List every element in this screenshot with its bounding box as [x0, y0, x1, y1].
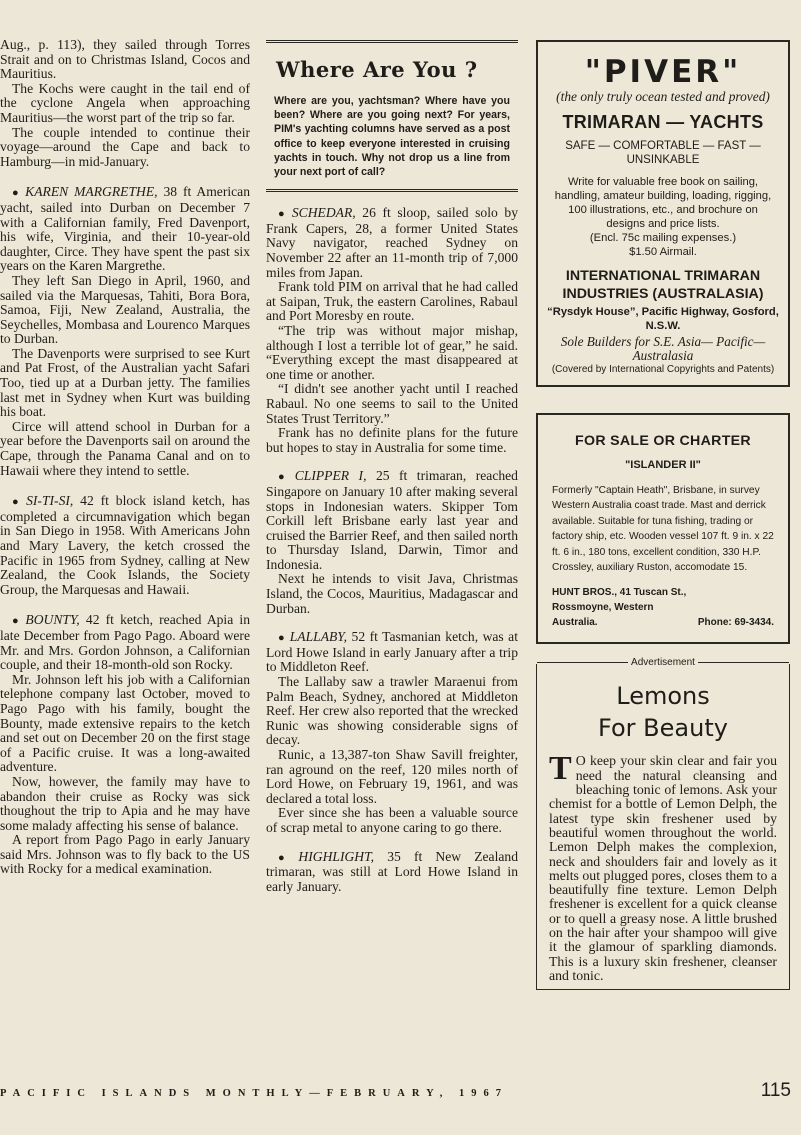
bullet-icon: ●: [278, 471, 291, 484]
page-number: 115: [760, 1080, 791, 1101]
vessel-name: SCHEDAR,: [291, 205, 356, 221]
paragraph: 26 ft sloop, sailed solo by Frank Capers, 28, a former United States Navy navigator, reached Sydney on November 22 after an 11-month trip of 7,000 miles from Japan.: [266, 205, 518, 280]
page-footer: [0, 1080, 791, 1102]
vessel-name: CLIPPER I,: [294, 468, 367, 484]
vessel-name: SI-TI-SI,: [26, 493, 74, 509]
publication-line: PACIFIC ISLANDS MONTHLY—FEBRUARY, 1967: [0, 1088, 508, 1099]
ad-title: [549, 680, 777, 744]
ad-body: O keep your skin clear and fair you need the natural cleansing and bleaching tonic of lemons. Ask your chemist for a bottle of Lemon Delph, the latest type skin freshener used by beautiful women throughout the world. Lemon Delph makes the complexion, neck and shoulders fair and lovely as it melts out plugged pores, closes them to a beautifully fine texture. Lemon Delph freshener is excellent for a quick cleanse or to quell a greasy nose. A little brushed on the hair after your shampoo will give it the glamour of sparkling diamonds. This is a luxury skin freshener, cleanser and tonic.: [549, 753, 777, 983]
ad-copyright: (Covered by International Copyrights and Patents): [551, 364, 775, 375]
paragraph: 42 ft ketch, reached Apia in late December from Pago Pago. Aboard were Mr. and Mrs. Gordon Johnson, a Californian couple, and their 18-month-old son Rocky.: [0, 612, 250, 673]
where-are-you-box: [266, 40, 518, 192]
news-item-bounty: [0, 613, 250, 877]
paragraph: Now, however, the family may have to abandon their cruise as Rocky was sick thoughout the trip to Apia and he may have some malady affecting his sense of balance.: [0, 773, 250, 833]
ad-title: "PIVER": [584, 54, 742, 90]
ad-body-container: [549, 750, 777, 983]
news-item-highlight: [266, 850, 518, 895]
vessel-name: LALLABY,: [289, 629, 348, 645]
news-item-karen-margrethe: [0, 185, 250, 478]
paragraph: Aug., p. 113), they sailed through Torres Strait and on to Christmas Island, Cocos and Mauritius.: [0, 37, 250, 82]
ad-vessel-name: "ISLANDER II": [625, 459, 701, 471]
ad-builders: Sole Builders for S.E. Asia— Pacific—Australasia: [560, 334, 766, 363]
ad-headline: TRIMARAN — YACHTS: [562, 112, 764, 132]
paragraph: 35 ft New Zealand trimaran, was still at Lord Howe Island in early January.: [266, 848, 518, 894]
piver-advertisement: [536, 40, 790, 387]
paragraph: Frank told PIM on arrival that he had called at Saipan, Truk, the eastern Carolines, Rabaul and Port Moresby en route.: [266, 279, 518, 324]
ad-note: (Encl. 75c mailing expenses.): [589, 232, 737, 244]
paragraph: “The trip was without major mishap, although I lost a terrible lot of gear,” he said. “Everything except the mast disappeared at one time or another.: [266, 322, 518, 382]
ad-address: “Rysdyk House”, Pacific Highway, Gosford, N.S.W.: [547, 306, 779, 332]
advertisement-label: [537, 657, 789, 668]
paragraph: They left San Diego in April, 1960, and sailed via the Marquesas, Tahiti, Bora Bora, Samoa, Fiji, New Zealand, Australia, the Seychelles, Mombasa and Lourenco Marques to Durban.: [0, 272, 250, 347]
ad-body: Write for valuable free book on sailing, handling, amateur building, loading, rigging, 100 illustrations, etc., and brochure on designs and price lists.: [554, 176, 772, 230]
vessel-name: BOUNTY,: [25, 612, 80, 628]
news-item-si-ti-si: [0, 494, 250, 597]
bullet-icon: ●: [278, 851, 295, 864]
ad-note: $1.50 Airmail.: [629, 246, 697, 258]
news-item-clipper: [266, 469, 518, 616]
paragraph: 52 ft Tasmanian ketch, was at Lord Howe Island in early January after a trip to Middleton Reef.: [266, 629, 518, 675]
ad-body: Formerly "Captain Heath", Brisbane, in survey Western Australia coast trade. Mast and derrick available. Suitable for tuna fishing, trading or factory ship, etc. Wooden vessel 107 ft. 9 in. x 22 ft. 6 in., 180 tons, excellent condition, 330 H.P. Crossley, auxiliary Ruston, accomodate 15.: [552, 485, 774, 574]
label-text: Advertisement: [631, 657, 695, 669]
bullet-icon: ●: [278, 632, 286, 645]
for-sale-advertisement: [536, 413, 790, 644]
ad-company: INTERNATIONAL TRIMARAN INDUSTRIES (AUSTRALASIA): [562, 268, 764, 302]
column-right: [536, 40, 790, 990]
where-are-you-title: Where Are You ?: [276, 57, 478, 82]
paragraph: Frank has no definite plans for the future but hopes to stay in Australia for some time.: [266, 425, 518, 455]
paragraph: The Davenports were surprised to see Kurt and Pat Frost, of the Australian yacht Safari Too, tied up at a Durban jetty. The families last met in Sydney when Kurt was building his boat.: [0, 345, 250, 420]
paragraph: Next he intends to visit Java, Christmas Island, the Cocos, Mauritius, Madagascar and Durban.: [266, 571, 518, 616]
news-item-lallaby: [266, 630, 518, 835]
paragraph: The couple intended to continue their voyage—around the Cape and back to Hamburg—in mid-January.: [0, 124, 250, 169]
column-middle: [266, 40, 518, 894]
ad-title-line: For Beauty: [598, 714, 728, 743]
bullet-icon: ●: [12, 496, 23, 509]
paragraph: Ever since she has been a valuable source of scrap metal to anyone caring to go there.: [266, 805, 518, 835]
divider: [537, 662, 628, 663]
where-are-you-body: Where are you, yachtsman? Where have you been? Where are you going next? For years, PIM's yachting columns have served as a post office to keep everyone interested in cruising yachts in touch. Why not drop us a line from your next port of call?: [274, 95, 510, 179]
lemons-advertisement: [536, 657, 790, 990]
paragraph: A report from Pago Pago in early January said Mrs. Johnson was to fly back to the US with Rocky for a medical examination.: [0, 832, 250, 877]
news-item-schedar: [266, 206, 518, 455]
vessel-name: KAREN MARGRETHE,: [25, 184, 158, 200]
bullet-icon: ●: [278, 208, 288, 221]
bullet-icon: ●: [12, 615, 22, 628]
vessel-name: HIGHLIGHT,: [298, 848, 375, 864]
paragraph: The Lallaby saw a trawler Maraenui from Palm Beach, Sydney, anchored at Middleton Reef. Her crew also reported that the wrecked Runic was showing considerable signs of decay.: [266, 674, 518, 748]
paragraph: 38 ft American yacht, sailed into Durban on December 7 with a Californian family, Fred Davenport, his wife, Virginia, and their 10-year-old daughter, Circe. They have spent the past six years on the Karen Margrethe.: [0, 184, 250, 274]
ad-heading: FOR SALE OR CHARTER: [575, 433, 751, 449]
paragraph: Mr. Johnson left his job with a Californian telephone company last October, moved to Pago Pago with his family, bought the Bounty, made extensive repairs to the ketch and set out on December 20 on the first stage of a Pacific cruise. It was a long-awaited adventure.: [0, 671, 250, 775]
paragraph: The Kochs were caught in the tail end of the cyclone Angela when approaching Mauritius—the worst part of the trip so far.: [0, 80, 250, 125]
divider: [698, 662, 789, 663]
paragraph: Circe will attend school in Durban for a year before the Davenports sail on around the Cape, through the Panama Canal and on to Hawaii where they intend to settle.: [0, 418, 250, 478]
ad-title-line: Lemons: [616, 682, 710, 711]
paragraph: 42 ft block island ketch, has completed a circumnavigation which began in San Diego in 1958. With Americans John and Mary Lavery, the ketch crossed the Pacific in 1965 from Sydney, calling at New Zealand, the Cook Islands, the Society Group, the Marquesas and Hawaii.: [0, 493, 250, 597]
ad-tagline: SAFE — COMFORTABLE — FAST — UNSINKABLE: [565, 140, 761, 166]
ad-phone: Phone: 69-3434.: [697, 617, 774, 629]
ad-contact-row: [552, 585, 774, 630]
column-left: [0, 38, 250, 877]
paragraph: Runic, a 13,387-ton Shaw Savill freighter, ran aground on the reef, 120 miles north of Lord Howe, on February 19, 1961, and was declared a total loss.: [266, 747, 518, 806]
drop-cap: T: [549, 750, 572, 788]
paragraph: “I didn't see another yacht until I reached Rabaul. No one seems to sail to the United States Trust Territory.”: [266, 381, 518, 426]
paragraph: 25 ft trimaran, reached Singapore on January 10 after making several stops in Indonesian waters. Skipper Tom Corkill left Brisbane early last year and cruised the Barrier Reef, and then sailed north to Thursday Island, Darwin, Timor and Indonesia.: [266, 468, 518, 572]
ad-contact: HUNT BROS., 41 Tuscan St., Rossmoyne, Western Australia.: [552, 587, 687, 629]
bullet-icon: ●: [12, 187, 22, 200]
ad-subtitle: (the only truly ocean tested and proved): [556, 89, 770, 104]
